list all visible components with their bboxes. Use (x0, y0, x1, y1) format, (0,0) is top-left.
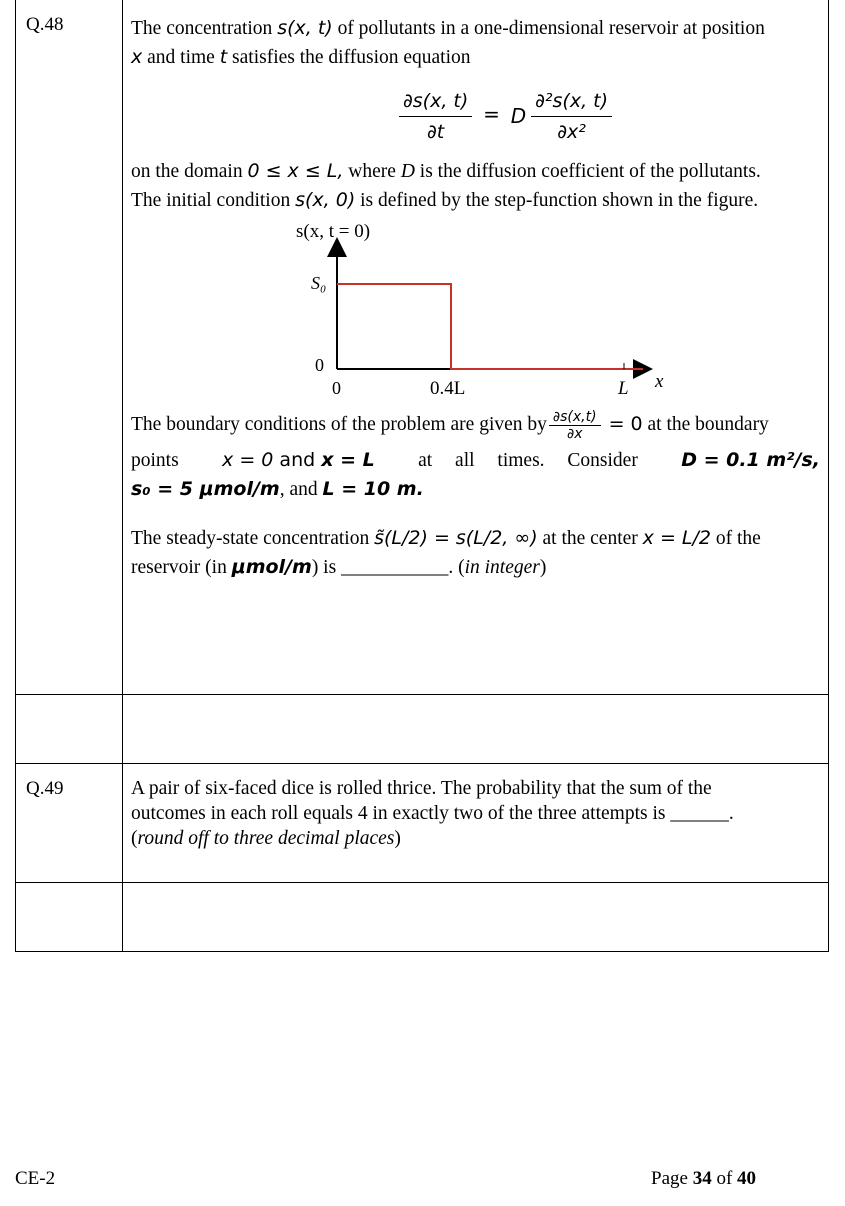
y-zero-label: 0 (315, 355, 324, 375)
boundary-text: The boundary conditions of the problem are given by $\frac{\partial s(x,t)}{\partial x}$ = 0 at the boundary points x = 0 and x = L at all times. Consider D = 0.1 m²/s, s₀ = 5 μmol/m, and L = 10 m. (131, 409, 820, 500)
step-function-figure (281, 219, 701, 399)
empty-cell (16, 883, 123, 952)
x-axis-label: x (655, 371, 664, 392)
x-end-label: L (618, 378, 629, 399)
question-number: Q.48 (16, 0, 123, 695)
empty-cell (123, 695, 829, 764)
question-body (123, 0, 829, 695)
paper-code: CE-2 (15, 1168, 56, 1189)
domain-text: on the domain 0 ≤ x ≤ L, where D is the diffusion coefficient of the pollutants. The initial condition s(x, 0) is defined by the step-function shown in the figure. (131, 160, 761, 211)
question-row-48 (16, 0, 829, 695)
question-row-49 (16, 764, 829, 883)
question-table (15, 0, 829, 952)
steady-state-text: The steady-state concentration s̃(L/2) = s(L/2, ∞) at the center x = L/2 of the reservoir (in μmol/m) is ___________. (in integer) (131, 527, 761, 578)
x-step-label: 0.4L (430, 378, 466, 399)
answer-row-48 (16, 695, 829, 764)
lhs-fraction: $\frac{\partial s(x, t)}{\partial t}$ (399, 86, 472, 147)
question-body: A pair of six-faced dice is rolled thrice. The probability that the sum of the outcomes in each roll equals 4 in exactly two of the three attempts is ______. (round off to three decimal places) (123, 764, 829, 883)
empty-cell (123, 883, 829, 952)
rhs-fraction: $\frac{\text{∂²s(x, t)}}{\text{∂x²}}$ (531, 86, 612, 147)
bc-fraction: $\frac{\partial s(x,t)}{\partial x}$ (549, 409, 601, 442)
y-axis-label: s(x, t = 0) (296, 221, 371, 242)
diffusion-equation: $\frac{\partial s(x, t)}{\partial t}$ = D $\frac{\text{∂²s(x, t)}}{\text{∂x²}}$ (191, 86, 820, 147)
step-function-line (337, 284, 643, 369)
question-number: Q.49 (16, 764, 123, 883)
empty-cell (16, 695, 123, 764)
intro-text: The concentration s(x, t) of pollutants in a one-dimensional reservoir at position x and time t satisfies the diffusion equation (131, 17, 765, 68)
page-number: Page 34 of 40 (651, 1168, 757, 1189)
x-zero-label: 0 (332, 378, 341, 398)
s0-label: S₀ (311, 273, 327, 293)
answer-row-49 (16, 883, 829, 952)
